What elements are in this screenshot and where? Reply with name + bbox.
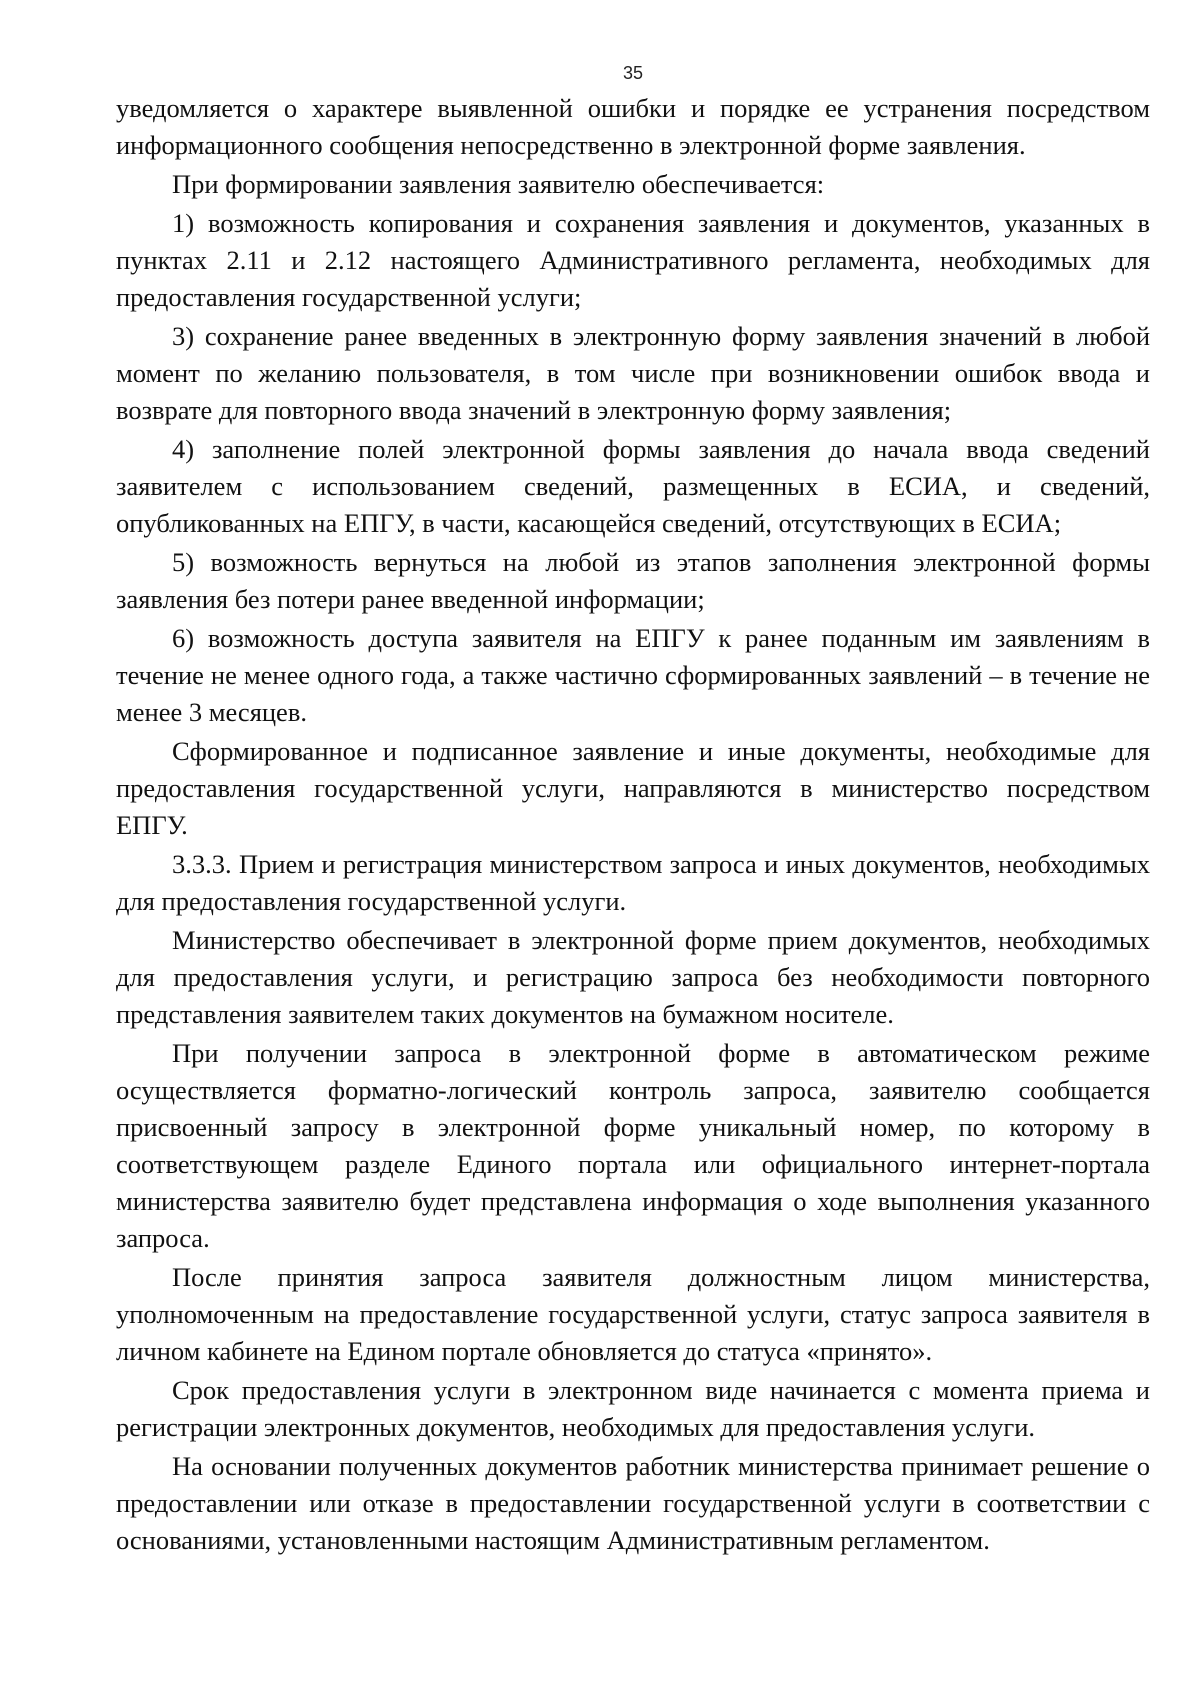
page-number: 35 (622, 63, 644, 83)
document-page (116, 58, 1150, 1561)
section-heading-3-3-3: 3.3.3. Прием и регистрация министерством запроса и иных документов, необходимых для предоставления государственной услуги. (116, 849, 1150, 916)
paragraph-intro: При формировании заявления заявителю обеспечивается: (172, 169, 825, 199)
paragraph-submission: Сформированное и подписанное заявление и иные документы, необходимые для предоставления государственной услуги, направляются в министерство посредством ЕПГУ. (116, 736, 1150, 840)
paragraph-status-update: После принятия запроса заявителя должностным лицом министерства, уполномоченным на предоставление государственной услуги, статус запроса заявителя в личном кабинете на Едином портале обновляется до статуса «принято». (116, 1262, 1150, 1366)
list-item-4: 4) заполнение полей электронной формы заявления до начала ввода сведений заявителем с использованием сведений, размещенных в ЕСИА, и сведений, опубликованных на ЕПГУ, в части, касающейся сведений, отсутствующих в ЕСИА; (116, 434, 1150, 538)
list-item-1: 1) возможность копирования и сохранения заявления и документов, указанных в пунктах 2.11 и 2.12 настоящего Административного регламента, необходимых для предоставления государственной услуги; (116, 208, 1150, 312)
paragraph-decision: На основании полученных документов работник министерства принимает решение о предоставлении или отказе в предоставлении государственной услуги в соответствии с основаниями, установленными настоящим Административным регламентом. (116, 1451, 1150, 1555)
paragraph-service-term: Срок предоставления услуги в электронном виде начинается с момента приема и регистрации электронных документов, необходимых для предоставления услуги. (116, 1375, 1150, 1442)
paragraph-format-control: При получении запроса в электронной форме в автоматическом режиме осуществляется форматно-логический контроль запроса, заявителю сообщается присвоенный запросу в электронной форме уникальный номер, по которому в соответствующем разделе Единого портала или официального интернет-портала министерства заявителю будет представлена информация о ходе выполнения указанного запроса. (116, 1038, 1150, 1253)
paragraph-ministry-acceptance: Министерство обеспечивает в электронной форме прием документов, необходимых для предоставления услуги, и регистрацию запроса без необходимости повторного представления заявителем таких документов на бумажном носителе. (116, 925, 1150, 1029)
list-item-3: 3) сохранение ранее введенных в электронную форму заявления значений в любой момент по желанию пользователя, в том числе при возникновении ошибок ввода и возврате для повторного ввода значений в электронную форму заявления; (116, 321, 1150, 425)
paragraph-continuation: уведомляется о характере выявленной ошибки и порядке ее устранения посредством информационного сообщения непосредственно в электронной форме заявления. (116, 93, 1150, 160)
list-item-6: 6) возможность доступа заявителя на ЕПГУ к ранее поданным им заявлениям в течение не менее одного года, а также частично сформированных заявлений – в течение не менее 3 месяцев. (116, 623, 1150, 727)
list-item-5: 5) возможность вернуться на любой из этапов заполнения электронной формы заявления без потери ранее введенной информации; (116, 547, 1150, 614)
